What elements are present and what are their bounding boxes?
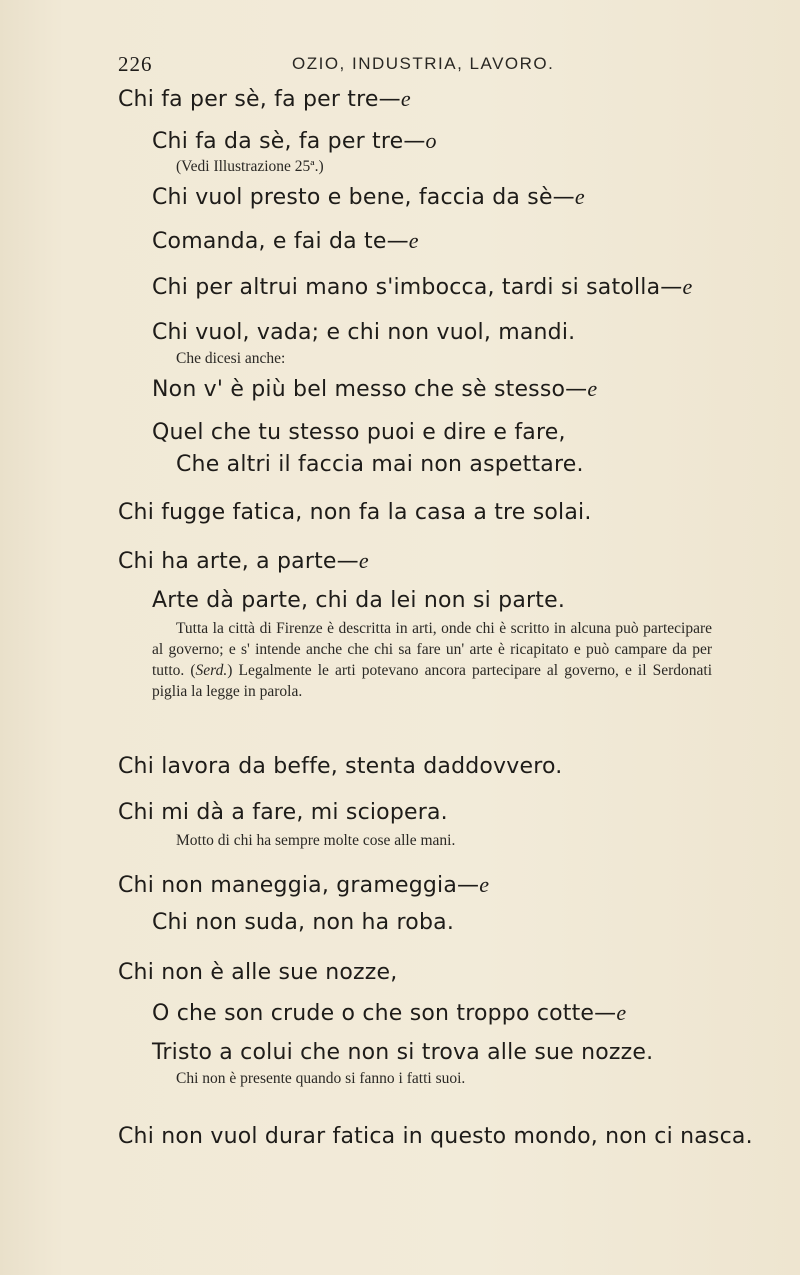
proverb-line: Chi non è alle sue nozze, — [118, 960, 398, 985]
note-line: Chi non è presente quando si fanno i fatti suoi. — [176, 1070, 466, 1087]
proverb-line: Chi fa da sè, fa per tre—o — [152, 128, 437, 154]
proverb-line: Chi vuol presto e bene, faccia da sè—e — [152, 184, 585, 210]
proverb-line: Chi vuol, vada; e chi non vuol, mandi. — [152, 320, 576, 345]
proverb-line: Chi mi dà a fare, mi sciopera. — [118, 800, 448, 825]
commentary-paragraph: Tutta la città di Firenze è descritta in arti, onde chi è scritto in alcuna può partecipare al governo; e s' intende anche che chi sa fare un' arte è ricapitato e può campare da per tutto. (Serd.) Legalmente le arti potevano ancora partecipare al governo, e il Serdonati piglia la legge in parola. — [152, 620, 712, 700]
page-number: 226 — [118, 52, 153, 76]
proverb-line: Chi ha arte, a parte—e — [118, 548, 369, 574]
proverb-line: Chi fugge fatica, non fa la casa a tre solai. — [118, 500, 592, 525]
proverb-line: Comanda, e fai da te—e — [152, 228, 419, 254]
proverb-line: Chi fa per sè, fa per tre—e — [118, 86, 411, 112]
proverb-line: Chi lavora da beffe, stenta daddovvero. — [118, 754, 563, 779]
note-line: Che dicesi anche: — [176, 350, 286, 367]
proverb-line: Non v' è più bel messo che sè stesso—e — [152, 376, 598, 402]
note-line: Motto di chi ha sempre molte cose alle mani. — [176, 832, 456, 849]
proverb-line: Chi per altrui mano s'imbocca, tardi si satolla—e — [152, 274, 693, 300]
proverb-line: Arte dà parte, chi da lei non si parte. — [152, 588, 566, 613]
proverb-line: Chi non vuol durar fatica in questo mondo, non ci nasca. — [118, 1124, 753, 1149]
proverb-line: Chi non suda, non ha roba. — [152, 910, 455, 935]
proverb-line: Che altri il faccia mai non aspettare. — [176, 452, 584, 477]
proverb-line: Quel che tu stesso puoi e dire e fare, — [152, 420, 566, 445]
note-line: (Vedi Illustrazione 25ª.) — [176, 158, 324, 175]
running-title: OZIO, INDUSTRIA, LAVORO. — [292, 54, 555, 73]
proverb-line: Chi non maneggia, grameggia—e — [118, 872, 490, 898]
proverb-line: Tristo a colui che non si trova alle sue nozze. — [152, 1040, 654, 1065]
proverb-line: O che son crude o che son troppo cotte—e — [152, 1000, 627, 1026]
